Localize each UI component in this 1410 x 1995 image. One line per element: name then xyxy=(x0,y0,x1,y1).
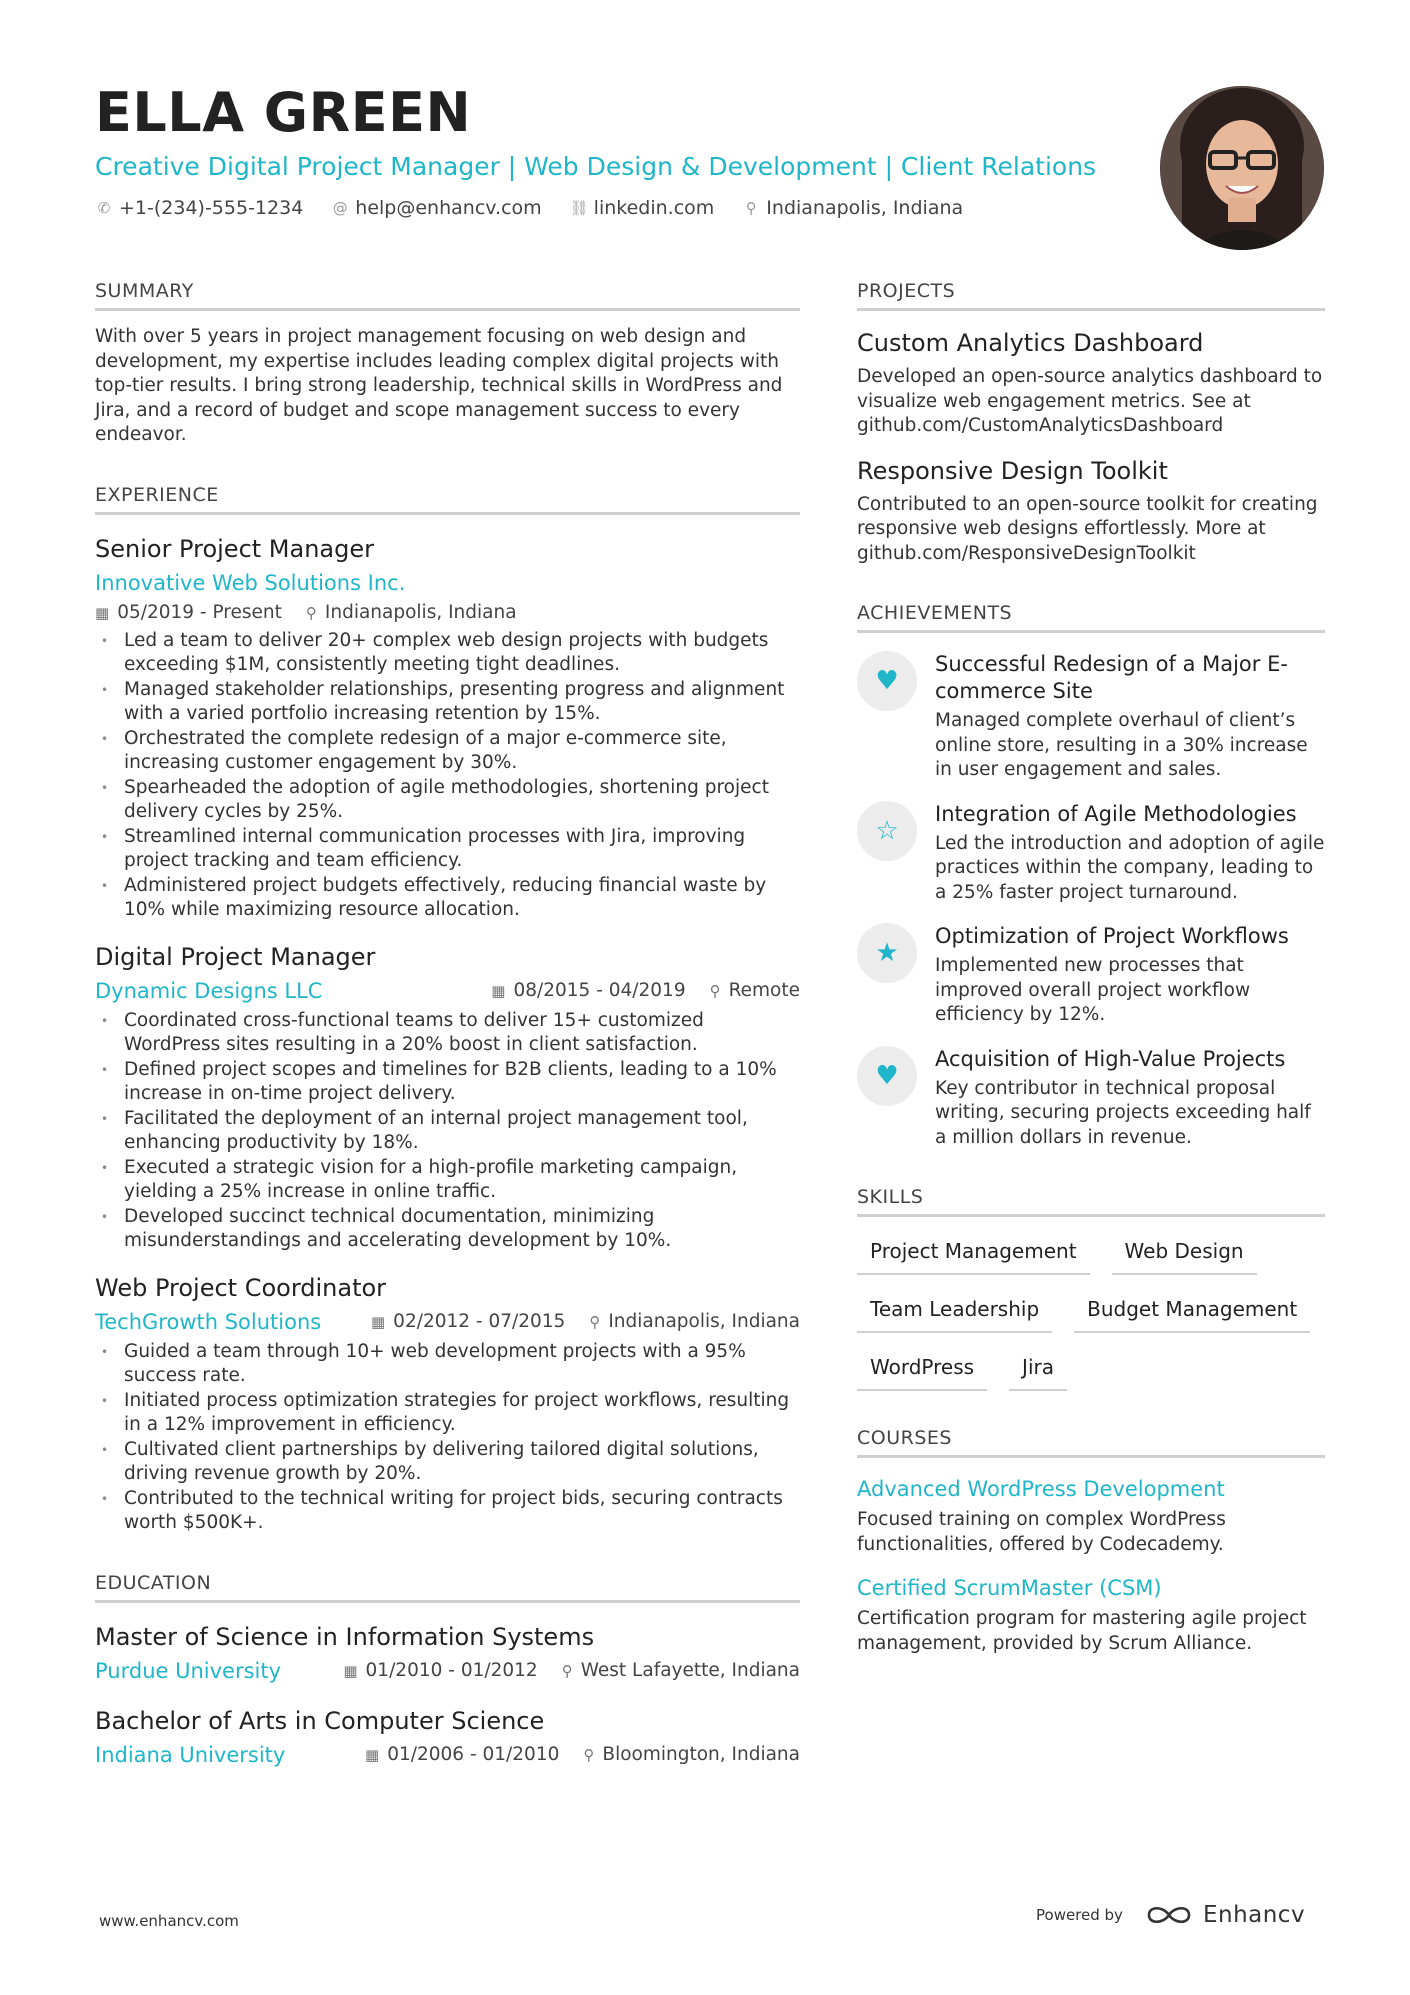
email-text[interactable]: help@enhancv.com xyxy=(355,197,542,219)
education-location xyxy=(583,1739,800,1771)
achievement-body xyxy=(935,801,1325,906)
job-bullet: • Facilitated the deployment of an internal project management tool, enhancing productivity by 18%. xyxy=(95,1107,800,1156)
brand-logo[interactable] xyxy=(1145,1902,1305,1928)
achievement-desc: Led the introduction and adoption of agile practices within the company, leading to a 25% faster project turnaround. xyxy=(935,832,1325,903)
contact-email[interactable] xyxy=(331,194,541,222)
heart-icon: ♥ xyxy=(857,651,917,711)
skill-tag: Web Design xyxy=(1112,1235,1257,1275)
education-meta xyxy=(95,1655,800,1687)
skill-tag: WordPress xyxy=(857,1351,987,1391)
linkedin-text[interactable]: linkedin.com xyxy=(593,197,715,219)
job-bullet: • Administered project budgets effectively, reducing financial waste by 10% while maximizing resource allocation. xyxy=(95,874,800,923)
skills-section xyxy=(857,1184,1325,1391)
education-entry xyxy=(95,1621,800,1687)
course-title: Certified ScrumMaster (CSM) xyxy=(857,1576,1162,1600)
courses-section xyxy=(857,1425,1325,1656)
projects-heading: PROJECTS xyxy=(857,278,1325,311)
summary-section xyxy=(95,278,800,448)
job-entry xyxy=(95,1272,800,1536)
job-bullet: • Coordinated cross-functional teams to deliver 15+ customized WordPress sites resulting in a 20% boost in client satisfaction. xyxy=(95,1009,800,1058)
location-text: Indianapolis, Indiana xyxy=(766,197,964,219)
contact-location xyxy=(742,194,963,222)
education-meta-right xyxy=(365,1739,800,1771)
achievements-section xyxy=(857,600,1325,1150)
link-icon: ⛓ xyxy=(569,199,589,217)
at-icon: @ xyxy=(332,199,348,217)
skills-heading: SKILLS xyxy=(857,1184,1325,1217)
job-location xyxy=(306,599,517,627)
education-location xyxy=(562,1655,800,1687)
job-location-text: Remote xyxy=(728,979,800,1001)
achievement-item xyxy=(857,923,1325,1028)
job-bullet: • Spearheaded the adoption of agile methodologies, shortening project delivery cycles by 25%. xyxy=(95,776,800,825)
achievement-body xyxy=(935,651,1325,783)
job-meta xyxy=(95,599,800,627)
achievement-title: Acquisition of High-Value Projects xyxy=(935,1046,1286,1071)
job-role: Web Project Coordinator xyxy=(95,1273,387,1302)
job-bullets xyxy=(95,1009,800,1254)
job-role: Senior Project Manager xyxy=(95,534,374,563)
candidate-tagline: Creative Digital Project Manager | Web Design & Development | Client Relations xyxy=(95,152,1097,181)
skill-tag: Jira xyxy=(1009,1351,1067,1391)
job-entry xyxy=(95,533,800,923)
location-pin-icon: ⚲ xyxy=(305,603,317,622)
job-company: TechGrowth Solutions xyxy=(95,1309,322,1334)
achievement-body xyxy=(935,923,1325,1028)
project-desc: Developed an open-source analytics dashboard to visualize web engagement metrics. See at github.com/CustomAnalyticsDashboard xyxy=(857,366,1323,436)
experience-section xyxy=(95,482,800,1536)
job-meta xyxy=(95,975,800,1007)
job-bullet: • Guided a team through 10+ web development projects with a 95% success rate. xyxy=(95,1340,800,1389)
course-desc: Certification program for mastering agile project management, provided by Scrum Alliance. xyxy=(857,1608,1307,1654)
location-pin-icon: ⚲ xyxy=(589,1312,601,1331)
achievement-title: Optimization of Project Workflows xyxy=(935,924,1289,948)
summary-text: With over 5 years in project management focusing on web design and development, my expertise includes leading complex digital projects with top-tier results. I bring strong leadership, technical skills in WordPress and Jira, and a record of budget and scope management success to every endeavor. xyxy=(95,326,783,445)
job-bullet: • Cultivated client partnerships by delivering tailored digital solutions, driving revenue growth by 20%. xyxy=(95,1438,800,1487)
footer-branding xyxy=(1036,1902,1305,1928)
location-pin-icon: ⚲ xyxy=(561,1661,573,1680)
skill-tag: Project Management xyxy=(857,1235,1090,1275)
job-bullet: • Streamlined internal communication processes with Jira, improving project tracking and team efficiency. xyxy=(95,825,800,874)
job-bullets xyxy=(95,1340,800,1536)
star-outline-icon: ☆ xyxy=(857,801,917,861)
skill-tag: Team Leadership xyxy=(857,1293,1052,1333)
achievement-title: Successful Redesign of a Major E-commerce Site xyxy=(935,652,1288,703)
phone-icon: ✆ xyxy=(97,199,111,217)
avatar xyxy=(1160,86,1324,250)
education-dates xyxy=(365,1739,559,1771)
contact-list xyxy=(95,194,1145,222)
achievement-body xyxy=(935,1046,1325,1151)
course-title: Advanced WordPress Development xyxy=(857,1477,1225,1501)
job-company: Innovative Web Solutions Inc. xyxy=(95,570,406,595)
job-location-text: Indianapolis, Indiana xyxy=(324,601,517,623)
calendar-icon: ▦ xyxy=(95,603,110,622)
education-location-text: West Lafayette, Indiana xyxy=(580,1659,800,1681)
job-location-text: Indianapolis, Indiana xyxy=(608,1310,800,1332)
education-dates-text: 01/2006 - 01/2010 xyxy=(387,1743,560,1765)
job-bullet: • Defined project scopes and timelines for B2B clients, leading to a 10% increase in on-time project delivery. xyxy=(95,1058,800,1107)
job-dates xyxy=(371,1306,565,1338)
education-location-text: Bloomington, Indiana xyxy=(602,1743,800,1765)
phone-text: +1-(234)-555-1234 xyxy=(119,197,304,219)
education-section xyxy=(95,1570,800,1771)
location-pin-icon: ⚲ xyxy=(709,981,721,1000)
skills-list xyxy=(857,1235,1325,1391)
job-bullet: • Executed a strategic vision for a high-profile marketing campaign, yielding a 25% increase in online traffic. xyxy=(95,1156,800,1205)
experience-heading: EXPERIENCE xyxy=(95,482,800,515)
job-dates xyxy=(491,975,685,1007)
education-meta xyxy=(95,1739,800,1771)
skill-tag: Budget Management xyxy=(1074,1293,1310,1333)
project-desc: Contributed to an open-source toolkit for creating responsive web designs effortlessly. More at github.com/ResponsiveDesignToolkit xyxy=(857,493,1318,564)
education-meta-right xyxy=(343,1655,800,1687)
calendar-icon: ▦ xyxy=(491,981,506,1000)
contact-phone xyxy=(95,194,303,222)
education-heading: EDUCATION xyxy=(95,1570,800,1603)
job-company: Dynamic Designs LLC xyxy=(95,978,323,1003)
education-dates-text: 01/2010 - 01/2012 xyxy=(365,1659,538,1681)
calendar-icon: ▦ xyxy=(343,1661,358,1680)
education-dates xyxy=(343,1655,537,1687)
right-column xyxy=(857,278,1325,1690)
job-meta-right xyxy=(371,1306,800,1338)
courses-heading: COURSES xyxy=(857,1425,1325,1458)
resume-header xyxy=(95,80,1145,222)
achievement-item xyxy=(857,1046,1325,1151)
job-bullet: • Led a team to deliver 20+ complex web design projects with budgets exceeding $1M, consistently meeting tight deadlines. xyxy=(95,629,800,678)
location-pin-icon: ⚲ xyxy=(583,1745,595,1764)
contact-linkedin[interactable] xyxy=(570,194,715,222)
school-name: Purdue University xyxy=(95,1658,282,1683)
star-icon: ★ xyxy=(857,923,917,983)
enhancv-logo-icon xyxy=(1145,1902,1193,1928)
job-bullet: • Managed stakeholder relationships, presenting progress and alignment with a varied portfolio increasing retention by 15%. xyxy=(95,678,800,727)
job-dates-text: 05/2019 - Present xyxy=(117,601,282,623)
achievement-item xyxy=(857,801,1325,906)
avatar-portrait-icon xyxy=(1160,86,1324,250)
job-role: Digital Project Manager xyxy=(95,942,376,971)
school-name: Indiana University xyxy=(95,1742,286,1767)
project-title: Custom Analytics Dashboard xyxy=(857,329,1204,357)
job-location xyxy=(710,975,800,1007)
degree-title: Bachelor of Arts in Computer Science xyxy=(95,1706,545,1735)
achievement-desc: Managed complete overhaul of client’s online store, resulting in a 30% increase in user engagement and sales. xyxy=(935,710,1308,780)
achievement-item xyxy=(857,651,1325,783)
projects-section xyxy=(857,278,1325,566)
education-entry xyxy=(95,1705,800,1771)
job-bullets xyxy=(95,629,800,923)
calendar-icon: ▦ xyxy=(370,1312,386,1331)
job-bullet: • Orchestrated the complete redesign of a major e-commerce site, increasing customer engagement by 30%. xyxy=(95,727,800,776)
achievements-heading: ACHIEVEMENTS xyxy=(857,600,1325,633)
project-title: Responsive Design Toolkit xyxy=(857,456,1168,485)
location-pin-icon: ⚲ xyxy=(745,199,757,217)
course-desc: Focused training on complex WordPress functionalities, offered by Codecademy. xyxy=(857,1509,1226,1555)
brand-name: Enhancv xyxy=(1202,1902,1306,1928)
candidate-name: ELLA GREEN xyxy=(95,81,472,144)
job-meta-right xyxy=(491,975,800,1007)
footer-website[interactable]: www.enhancv.com xyxy=(99,1912,239,1930)
job-meta xyxy=(95,1306,800,1338)
job-entry xyxy=(95,941,800,1254)
calendar-icon: ▦ xyxy=(365,1745,380,1764)
heart-icon: ♥ xyxy=(857,1046,917,1106)
job-dates-text: 02/2012 - 07/2015 xyxy=(393,1310,566,1332)
achievement-desc: Key contributor in technical proposal writing, securing projects exceeding half a million dollars in revenue. xyxy=(935,1077,1311,1148)
job-dates xyxy=(95,599,282,627)
job-bullet: • Initiated process optimization strategies for project workflows, resulting in a 12% improvement in efficiency. xyxy=(95,1389,800,1438)
job-bullet: • Contributed to the technical writing for project bids, securing contracts worth $500K+. xyxy=(95,1487,800,1536)
degree-title: Master of Science in Information Systems xyxy=(95,1622,595,1651)
achievement-title: Integration of Agile Methodologies xyxy=(935,801,1297,826)
summary-heading: SUMMARY xyxy=(95,278,800,311)
job-bullet: • Developed succinct technical documentation, minimizing misunderstandings and accelerating development by 10%. xyxy=(95,1205,800,1254)
powered-by-label: Powered by xyxy=(1036,1906,1123,1924)
left-column xyxy=(95,278,800,1805)
job-location xyxy=(589,1306,800,1338)
achievement-desc: Implemented new processes that improved overall project workflow efficiency by 12%. xyxy=(935,955,1251,1025)
job-dates-text: 08/2015 - 04/2019 xyxy=(513,979,686,1001)
